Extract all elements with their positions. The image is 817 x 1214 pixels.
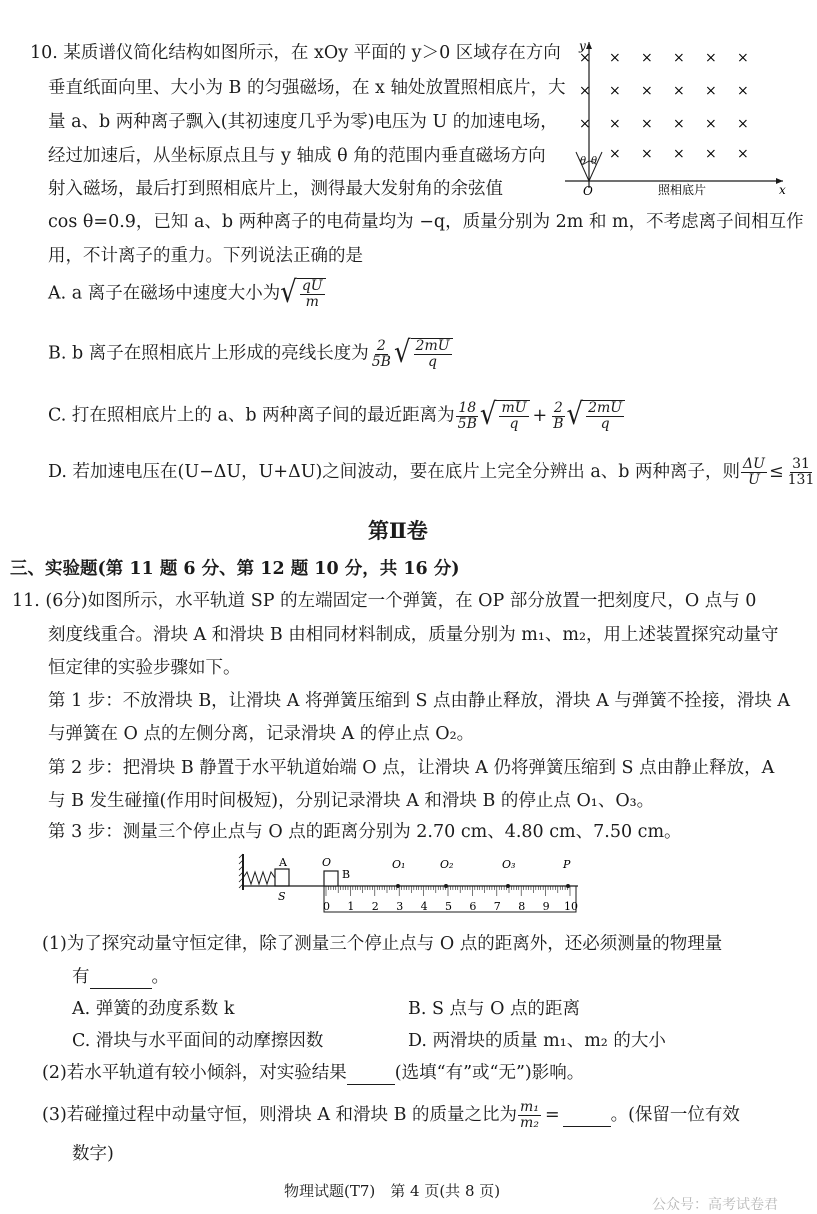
q11-line2: 刻度线重合。滑块 A 和滑块 B 由相同材料制成，质量分别为 m₁、m₂，用上述装置探究动量守 [48, 625, 779, 645]
option-a-text: A. a 离子在磁场中速度大小为 [48, 283, 281, 304]
option-b-num: 2mU [415, 338, 450, 354]
block-b [324, 871, 338, 886]
field-cross: × [737, 50, 749, 66]
q11-sub2 [42, 1062, 584, 1085]
option-a-num: qU [301, 278, 323, 294]
sub2-text-b: (选填“有”或“无”)影响。 [394, 1063, 585, 1083]
q11-line3: 恒定律的实验步骤如下。 [48, 658, 241, 678]
option-d-den: U [748, 472, 760, 488]
origin-label: O [583, 184, 593, 198]
field-cross: × [705, 116, 717, 132]
point-p-label: P [563, 858, 571, 871]
choice-b: B. S 点与 O 点的距离 [408, 999, 581, 1019]
watermark: 公众号：高考试卷君 [652, 1197, 778, 1213]
sub3-text-a: (3)若碰撞过程中动量守恒，则滑块 A 和滑块 B 的质量之比为 [42, 1105, 518, 1125]
field-cross: × [705, 50, 717, 66]
sub3-answer-blank[interactable] [563, 1104, 611, 1127]
option-c-text: C. 打在照相底片上的 a、b 两种离子间的最近距离为 [48, 405, 455, 426]
point-o-label: O [322, 856, 332, 869]
ruler-tick-label: 7 [493, 900, 501, 913]
point-s-label: S [278, 890, 286, 903]
q11-sub1-line1: (1)为了探究动量守恒定律，除了测量三个停止点与 O 点的距离外，还必须测量的物理量 [42, 934, 723, 954]
field-cross: × [609, 50, 621, 66]
option-c-r1-num: mU [501, 400, 527, 416]
section-2-title: 第Ⅱ卷 [368, 518, 428, 543]
page-footer: 物理试题(T7) 第 4 页(共 8 页) [284, 1182, 501, 1200]
field-cross: × [579, 50, 591, 66]
x-axis-label: x [779, 183, 786, 197]
option-b-coef-den: 5B [371, 353, 391, 370]
block-b-label: B [342, 868, 351, 881]
q11-sub1-line2 [72, 966, 169, 989]
ruler-tick-label: 5 [445, 900, 452, 913]
option-c-c2-den: B [553, 415, 564, 432]
sub2-answer-blank[interactable] [347, 1062, 395, 1085]
option-d-le: ≤ [768, 462, 784, 482]
field-cross: × [737, 146, 749, 162]
option-b-text: B. b 离子在照相底片上形成的亮线长度为 [48, 343, 369, 364]
ruler-tick-label: 9 [542, 900, 550, 913]
q10-option-a [48, 275, 326, 311]
q11-step3: 第 3 步：测量三个停止点与 O 点的距离分别为 2.70 cm、4.80 cm、7.50 cm。 [48, 822, 682, 842]
option-c-r1-den: q [509, 416, 519, 432]
field-cross: × [609, 116, 621, 132]
option-d-r-num: 31 [792, 456, 810, 472]
sub1-answer-blank[interactable] [90, 966, 152, 989]
stop-point-dot [566, 884, 570, 888]
q10-line5: 射入磁场，最后打到照相底片上，测得最大发射角的余弦值 [48, 179, 503, 199]
stop-point-dot [444, 884, 448, 888]
q11-step1-line1: 第 1 步：不放滑块 B，让滑块 A 将弹簧压缩到 S 点由静止释放，滑块 A 与弹簧不拴接，滑块 A [48, 691, 791, 711]
option-c-r2-den: q [600, 416, 610, 432]
point-o2-label: O₂ [440, 858, 454, 871]
option-c-c2-num: 2 [553, 399, 563, 416]
field-cross: × [579, 116, 591, 132]
option-b-coef-num: 2 [376, 337, 386, 354]
track-ruler-diagram [238, 848, 588, 920]
q10-line1: 10. 某质谱仪简化结构如图所示，在 xOy 平面的 y＞0 区域存在方向 [30, 43, 561, 63]
option-b-sqrt: √ $\frac{2mU}{q}$ [394, 338, 453, 370]
q11-step2-line2: 与 B 发生碰撞(作用时间极短)，分别记录滑块 A 和滑块 B 的停止点 O₁、O₃。 [48, 791, 655, 811]
q11-step2-line1: 第 2 步：把滑块 B 静置于水平轨道始端 O 点，让滑块 A 仍将弹簧压缩到 S 点由静止释放，A [48, 758, 775, 778]
ruler-tick-label: 4 [420, 900, 428, 913]
option-c-c1-num: 18 [458, 399, 477, 416]
q11-line1: 11. (6分)如图所示，水平轨道 SP 的左端固定一个弹簧，在 OP 部分放置一把刻度尺，O 点与 0 [12, 591, 757, 611]
sub2-text-a: (2)若水平轨道有较小倾斜，对实验结果 [42, 1063, 347, 1083]
q10-option-c [48, 397, 625, 433]
sub1-end: 。 [151, 967, 169, 987]
option-c-sqrt1: √ $\frac{mU}{q}$ [480, 400, 530, 432]
field-cross: × [737, 83, 749, 99]
choice-d: D. 两滑块的质量 m₁、m₂ 的大小 [408, 1031, 666, 1051]
option-d-num: ΔU [743, 456, 765, 472]
ruler-tick-label: 6 [469, 900, 477, 913]
block-a-label: A [279, 856, 287, 869]
ruler-ticks [326, 886, 570, 896]
ruler-tick-label: 1 [347, 900, 355, 913]
ruler-tick-label: 3 [396, 900, 404, 913]
q10-line3: 量 a、b 两种离子飘入(其初速度几乎为零)电压为 U 的加速电场， [48, 112, 558, 132]
field-cross: × [705, 146, 717, 162]
sub1-label: 有 [72, 967, 90, 987]
block-a [275, 869, 289, 886]
q10-option-d [48, 457, 817, 488]
field-cross: × [641, 146, 653, 162]
option-a-sqrt: √ $\frac{qU}{m}$ [280, 278, 325, 310]
option-d-text: D. 若加速电压在(U−ΔU，U+ΔU)之间波动，要在底片上完全分辨出 a、b 两种离子，则 [48, 462, 741, 482]
film-label: 照相底片 [658, 183, 707, 197]
field-cross: × [579, 83, 591, 99]
stop-point-dot [396, 884, 400, 888]
field-cross: × [673, 116, 685, 132]
point-o1-label: O₁ [392, 858, 406, 871]
field-cross: × [737, 116, 749, 132]
sub3-eq: = [544, 1105, 560, 1125]
ruler-labels [323, 900, 578, 913]
field-cross: × [673, 83, 685, 99]
q10-line2: 垂直纸面向里、大小为 B 的匀强磁场，在 x 轴处放置照相底片，大 [48, 78, 566, 98]
magnetic-field-crosses [579, 50, 749, 162]
field-cross: × [609, 146, 621, 162]
choice-c: C. 滑块与水平面间的动摩擦因数 [72, 1031, 324, 1051]
field-cross: × [641, 116, 653, 132]
q10-line6: cos θ=0.9，已知 a、b 两种离子的电荷量均为 −q，质量分别为 2m 和 m，不考虑离子间相互作 [48, 212, 804, 232]
field-cross: × [641, 50, 653, 66]
field-cross: × [641, 83, 653, 99]
field-cross: × [673, 50, 685, 66]
ruler-tick-label: 0 [323, 900, 330, 913]
sub3-den: m₂ [520, 1115, 539, 1131]
theta-left: θ [580, 156, 587, 167]
mass-spectrometer-figure [565, 38, 790, 198]
spring [243, 872, 275, 884]
option-d-r-den: 131 [787, 472, 815, 488]
q10-line7: 用，不计离子的重力。下列说法正确的是 [48, 246, 363, 266]
y-axis-label: y [579, 39, 586, 53]
ruler-tick-label: 10 [564, 900, 578, 913]
q11-sub3-line2: 数字) [72, 1144, 114, 1164]
q11-sub3 [42, 1100, 740, 1131]
ruler-tick-label: 8 [518, 900, 526, 913]
option-c-c1-den: 5B [457, 415, 477, 432]
q11-step1-line2: 与弹簧在 O 点的左侧分离，记录滑块 A 的停止点 O₂。 [48, 724, 475, 744]
option-b-den: q [428, 354, 437, 370]
field-cross: × [705, 83, 717, 99]
option-c-plus: + [532, 405, 548, 426]
field-cross: × [673, 146, 685, 162]
sub3-num: m₁ [520, 1099, 539, 1115]
section-3-heading: 三、实验题(第 11 题 6 分、第 12 题 10 分，共 16 分) [10, 559, 460, 579]
choice-a: A. 弹簧的劲度系数 k [72, 999, 235, 1019]
option-c-r2-num: 2mU [588, 400, 623, 416]
field-cross: × [609, 83, 621, 99]
option-a-den: m [305, 294, 319, 310]
ruler-tick-label: 2 [371, 900, 379, 913]
stop-point-dot [506, 884, 510, 888]
q10-line4: 经过加速后，从坐标原点且与 y 轴成 θ 角的范围内垂直磁场方向 [48, 146, 546, 166]
option-c-sqrt2: √ $\frac{2mU}{q}$ [566, 400, 625, 432]
sub3-text-b: 。(保留一位有效 [610, 1105, 740, 1125]
point-o3-label: O₃ [502, 858, 516, 871]
theta-right: θ [591, 156, 598, 167]
q10-option-b [48, 335, 453, 371]
